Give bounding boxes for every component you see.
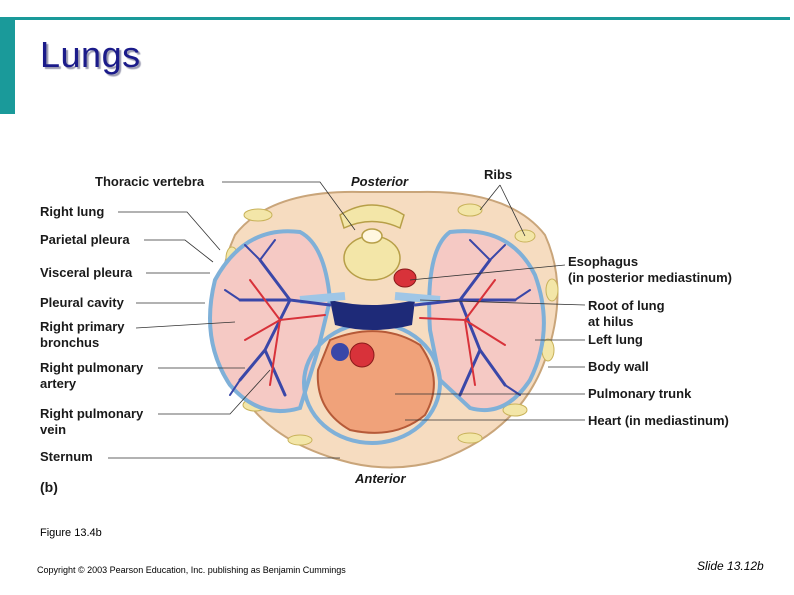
label-parietal-pleura: Parietal pleura	[40, 232, 130, 247]
label-right-lung: Right lung	[40, 204, 105, 219]
label-posterior-mediastinum: (in posterior mediastinum)	[568, 270, 732, 285]
label-artery: artery	[40, 376, 77, 391]
slide-title: Lungs	[40, 34, 141, 75]
label-sternum: Sternum	[40, 449, 93, 464]
label-posterior: Posterior	[351, 174, 409, 189]
label-vein: vein	[40, 422, 67, 437]
label-bronchus: bronchus	[40, 335, 100, 350]
esophagus	[394, 269, 416, 287]
left-lung	[429, 231, 544, 410]
label-esophagus: Esophagus	[568, 254, 639, 269]
left-primary-bronchus	[395, 296, 440, 300]
right-primary-bronchus	[300, 296, 345, 300]
label-root-of-lung: Root of lung	[588, 298, 665, 313]
superior-vena-cava	[331, 343, 349, 361]
label-right-pulmonary-vein-1: Right pulmonary	[40, 406, 144, 421]
label-pleural-cavity: Pleural cavity	[40, 295, 124, 310]
label-right-pulmonary-artery-1: Right pulmonary	[40, 360, 144, 375]
slide-number: Slide 13.12b	[697, 559, 764, 573]
label-anterior: Anterior	[355, 471, 406, 486]
label-left-lung: Left lung	[588, 332, 643, 347]
label-ribs: Ribs	[484, 167, 513, 182]
label-pulmonary-trunk: Pulmonary trunk	[588, 386, 692, 401]
label-at-hilus: at hilus	[588, 314, 634, 329]
label-visceral-pleura: Visceral pleura	[40, 265, 133, 280]
label-part-b: (b)	[40, 479, 58, 495]
label-body-wall: Body wall	[588, 359, 649, 374]
label-thoracic-vertebra: Thoracic vertebra	[95, 174, 205, 189]
aorta	[350, 343, 374, 367]
figure-caption: Figure 13.4b	[40, 527, 102, 539]
label-heart: Heart (in mediastinum)	[588, 413, 729, 428]
label-right-primary: Right primary	[40, 319, 125, 334]
copyright-notice: Copyright © 2003 Pearson Education, Inc. publishing as Benjamin Cummings	[37, 565, 346, 575]
